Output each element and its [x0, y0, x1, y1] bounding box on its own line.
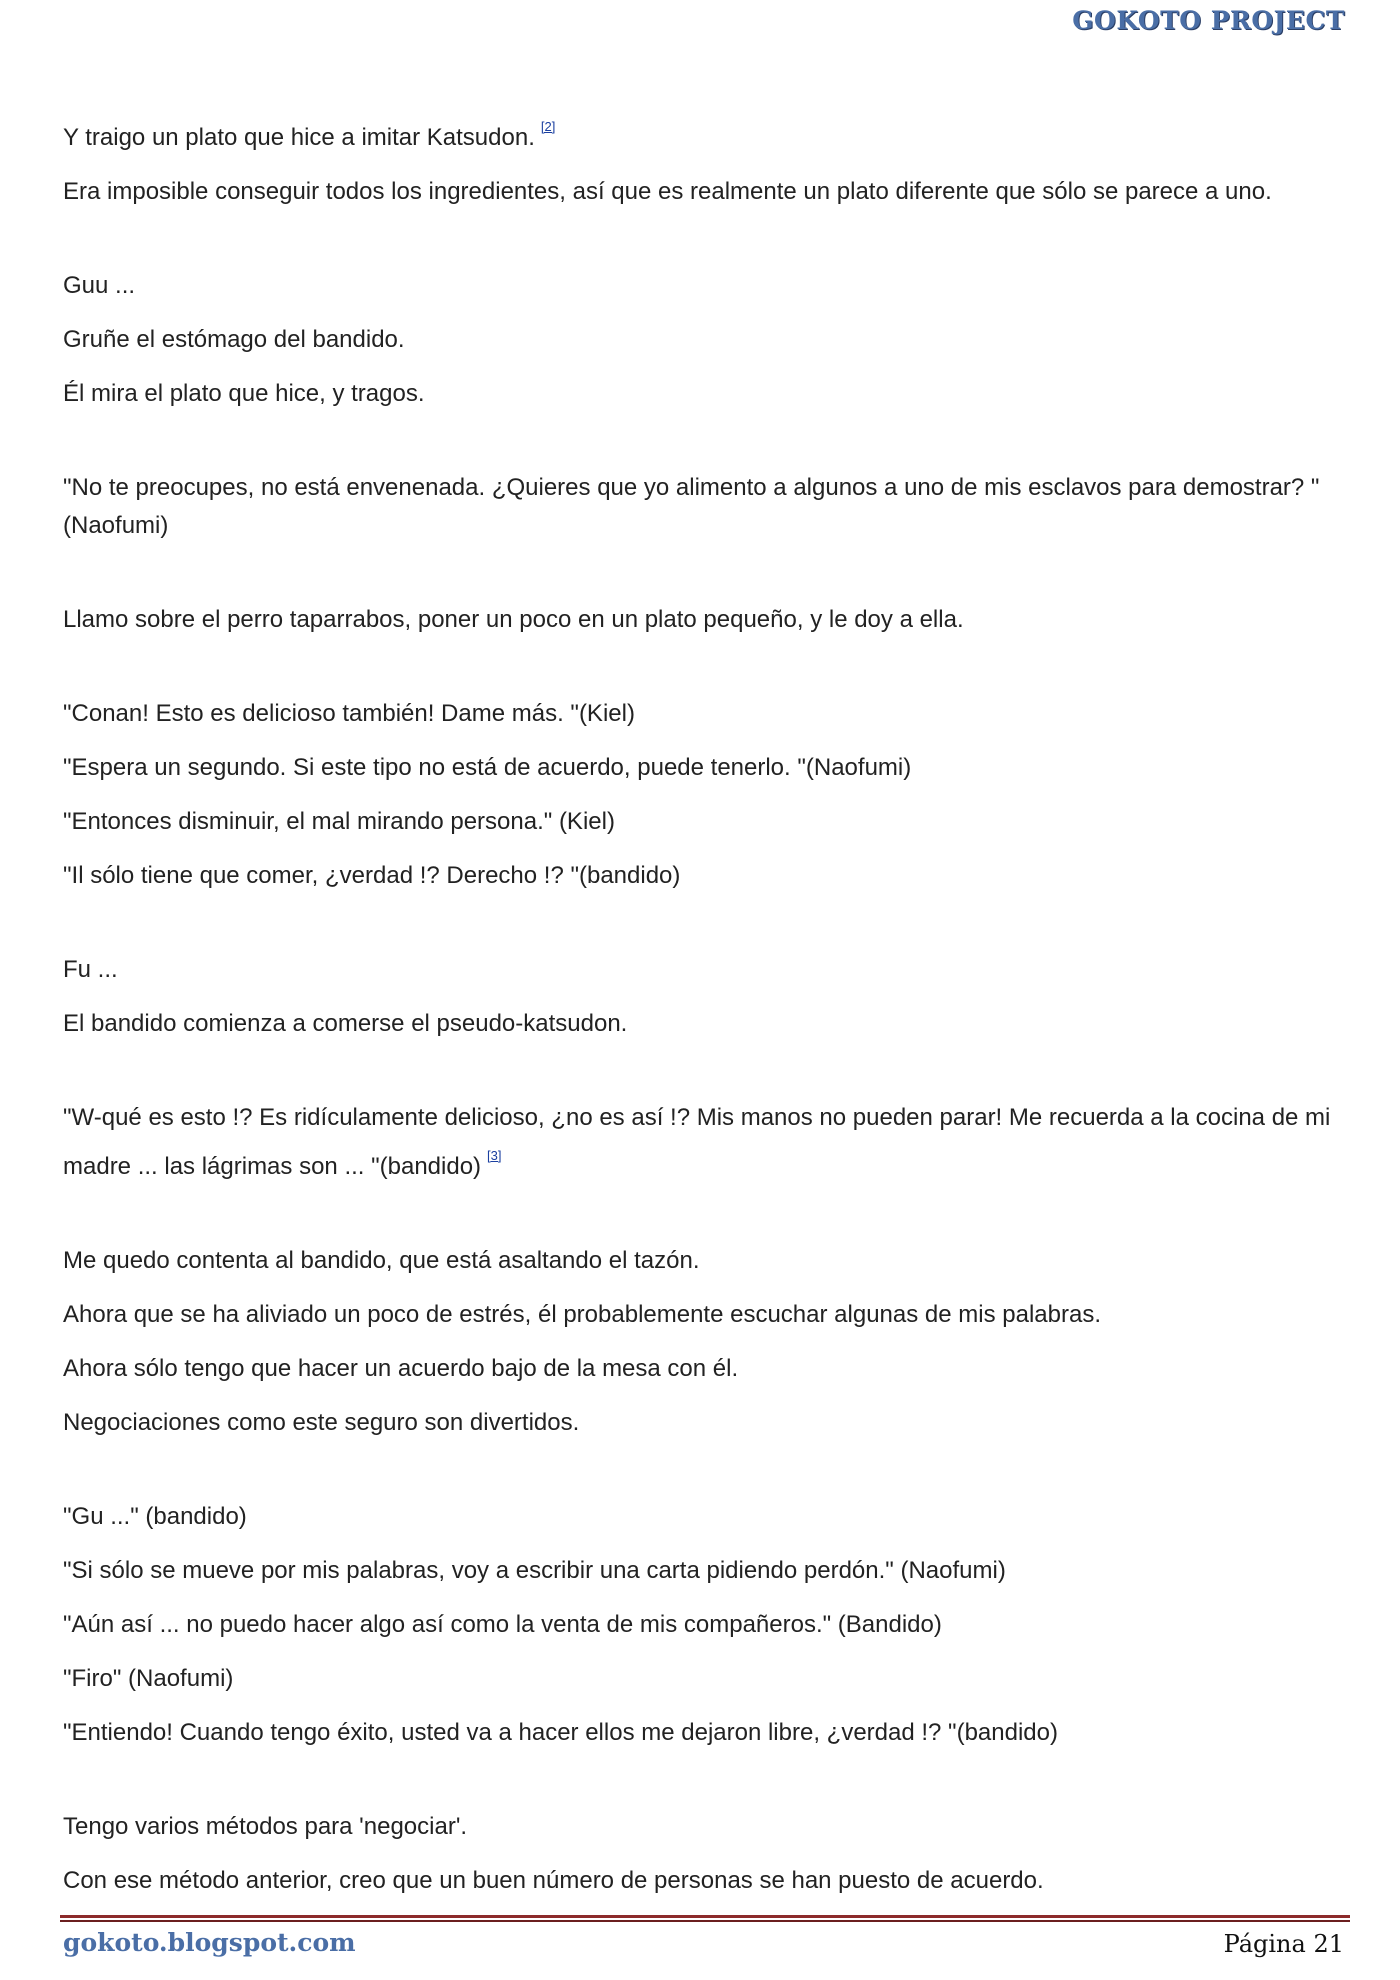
paragraph-12: Fu ... — [63, 956, 118, 983]
paragraph-14: "W-qué es esto !? Es ridículamente delicioso, ¿no es así !? Mis manos no pueden parar! Me recuerda a la cocina de mi madre ... las lágrimas son ... "(bandido) [3] — [63, 1104, 1331, 1180]
paragraph-20: "Si sólo se mueve por mis palabras, voy a escribir una carta pidiendo perdón." (Naofumi) — [63, 1557, 1006, 1584]
page-number: Página 21 — [1223, 1930, 1344, 1958]
paragraph-10: "Entonces disminuir, el mal mirando persona." (Kiel) — [63, 808, 615, 835]
paragraph-17: Ahora sólo tengo que hacer un acuerdo bajo de la mesa con él. — [63, 1355, 739, 1382]
paragraph-19: "Gu ..." (bandido) — [63, 1503, 247, 1530]
paragraph-24: Tengo varios métodos para 'negociar'. — [63, 1813, 468, 1840]
paragraph-15: Me quedo contenta al bandido, que está asaltando el tazón. — [63, 1247, 700, 1274]
paragraph-8: "Conan! Esto es delicioso también! Dame más. "(Kiel) — [63, 700, 635, 727]
paragraph-11: "Il sólo tiene que comer, ¿verdad !? Derecho !? "(bandido) — [63, 862, 681, 889]
footnote-ref-3[interactable]: [3] — [487, 1148, 502, 1163]
paragraph-9: "Espera un segundo. Si este tipo no está de acuerdo, puede tenerlo. "(Naofumi) — [63, 754, 912, 781]
header-brand: GOKOTO PROJECT — [1072, 6, 1345, 35]
paragraph-13: El bandido comienza a comerse el pseudo-katsudon. — [63, 1010, 628, 1037]
paragraph-22: "Firo" (Naofumi) — [63, 1665, 234, 1692]
paragraph-16: Ahora que se ha aliviado un poco de estrés, él probablemente escuchar algunas de mis palabras. — [63, 1301, 1101, 1328]
paragraph-7: Llamo sobre el perro taparrabos, poner un poco en un plato pequeño, y le doy a ella. — [63, 606, 964, 633]
paragraph-4: Gruñe el estómago del bandido. — [63, 326, 405, 353]
footnote-ref-2[interactable]: [2] — [540, 119, 556, 134]
footer-divider — [60, 1915, 1350, 1918]
paragraph-3: Guu ... — [63, 272, 136, 299]
paragraph-2: Era imposible conseguir todos los ingredientes, así que es realmente un plato diferente que sólo se parece a uno. — [63, 178, 1272, 205]
footer-divider-secondary — [60, 1920, 1350, 1922]
paragraph-23: "Entiendo! Cuando tengo éxito, usted va a hacer ellos me dejaron libre, ¿verdad !? "(bandido) — [63, 1719, 1058, 1746]
paragraph-18: Negociaciones como este seguro son divertidos. — [63, 1409, 580, 1436]
paragraph-5: Él mira el plato que hice, y tragos. — [63, 380, 425, 407]
paragraph-6: "No te preocupes, no está envenenada. ¿Quieres que yo alimento a algunos a uno de mis esclavos para demostrar? "(Naofumi) — [63, 474, 1320, 539]
paragraph-21: "Aún así ... no puedo hacer algo así como la venta de mis compañeros." (Bandido) — [63, 1611, 942, 1638]
document-body — [63, 108, 1353, 1916]
footer-site-link[interactable]: gokoto.blogspot.com — [63, 1928, 356, 1957]
paragraph-25: Con ese método anterior, creo que un buen número de personas se han puesto de acuerdo. — [63, 1867, 1044, 1894]
paragraph-1: Y traigo un plato que hice a imitar Katsudon. [2] — [63, 119, 556, 151]
